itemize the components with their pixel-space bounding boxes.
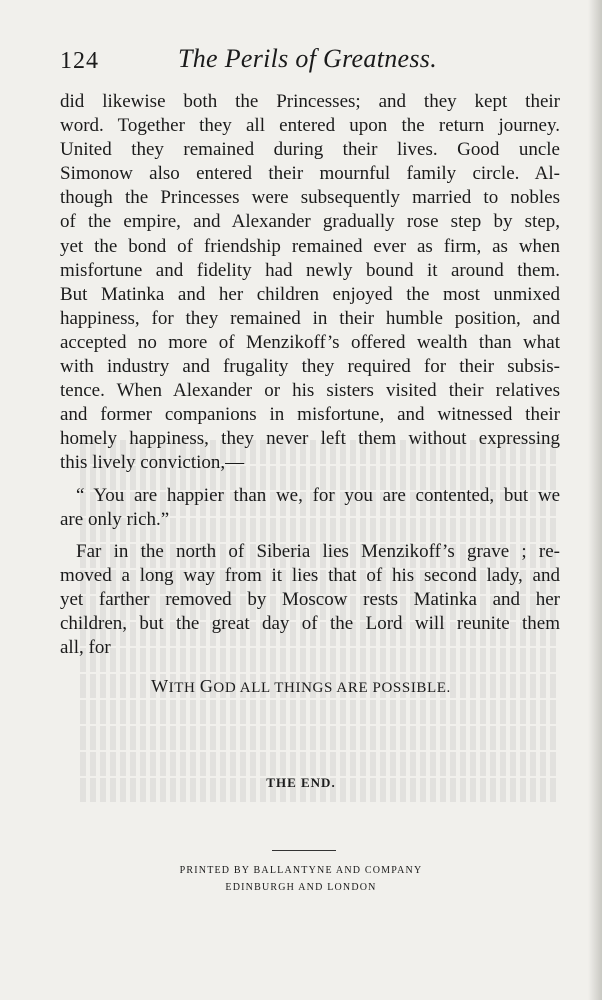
text-line: all, for: [60, 637, 111, 659]
motto-initial-g: G: [199, 676, 214, 696]
text-line: though the Princesses were subsequently married to nobles: [60, 187, 560, 209]
text-line: But Matinka and her children enjoyed the most unmixed: [60, 283, 560, 305]
running-title: The Perils of Greatness.: [178, 44, 437, 73]
printer-line-2: EDINBURGH AND LONDON: [225, 882, 377, 893]
divider-rule: [272, 850, 336, 851]
text-line: children, but the great day of the Lord will reunite them: [60, 612, 560, 634]
motto-part-1: ITH: [168, 680, 200, 696]
printer-imprint: [0, 862, 602, 896]
text-line: moved a long way from it lies that of his second lady, and: [60, 564, 560, 586]
closing-motto: [0, 676, 602, 697]
text-line: did likewise both the Princesses; and they kept their: [60, 91, 560, 112]
printer-line-1: PRINTED BY BALLANTYNE AND COMPANY: [179, 865, 423, 876]
motto-part-2: OD ALL THINGS ARE POSSIBLE.: [213, 680, 451, 696]
text-line: happiness, for they remained in their humble position, and: [60, 307, 560, 329]
text-line: misfortune and fidelity had newly bound it around them.: [60, 259, 560, 281]
text-line: yet the bond of friendship remained ever as firm, as when: [60, 235, 560, 257]
motto-initial-w: W: [151, 676, 169, 696]
body-text: [60, 90, 560, 660]
text-line: yet farther removed by Moscow rests Matinka and her: [60, 588, 560, 610]
the-end-label: THE END.: [266, 775, 336, 790]
text-line: accepted no more of Menzikoff’s offered wealth than what: [60, 331, 560, 353]
text-line: with industry and frugality they required for their subsis-: [60, 356, 560, 378]
page-header: [60, 44, 560, 78]
text-line: are only rich.”: [60, 508, 170, 530]
page-edge-shadow: [588, 0, 602, 1000]
text-line: tence. When Alexander or his sisters visited their relatives: [60, 380, 560, 402]
text-line: homely happiness, they never left them without expressing: [60, 428, 560, 450]
text-line: of the empire, and Alexander gradually rose step by step,: [60, 211, 560, 233]
text-line: word. Together they all entered upon the return journey.: [60, 115, 560, 137]
text-line: United they remained during their lives. Good uncle: [60, 139, 560, 161]
text-line: Simonow also entered their mournful family circle. Al-: [60, 163, 560, 185]
text-line: Far in the north of Siberia lies Menzikoff’s grave ; re-: [76, 540, 560, 562]
text-line: and former companions in misfortune, and witnessed their: [60, 404, 560, 426]
page-number: 124: [60, 48, 99, 74]
text-line: “ You are happier than we, for you are contented, but we: [76, 484, 560, 506]
text-line: this lively conviction,—: [60, 452, 245, 474]
